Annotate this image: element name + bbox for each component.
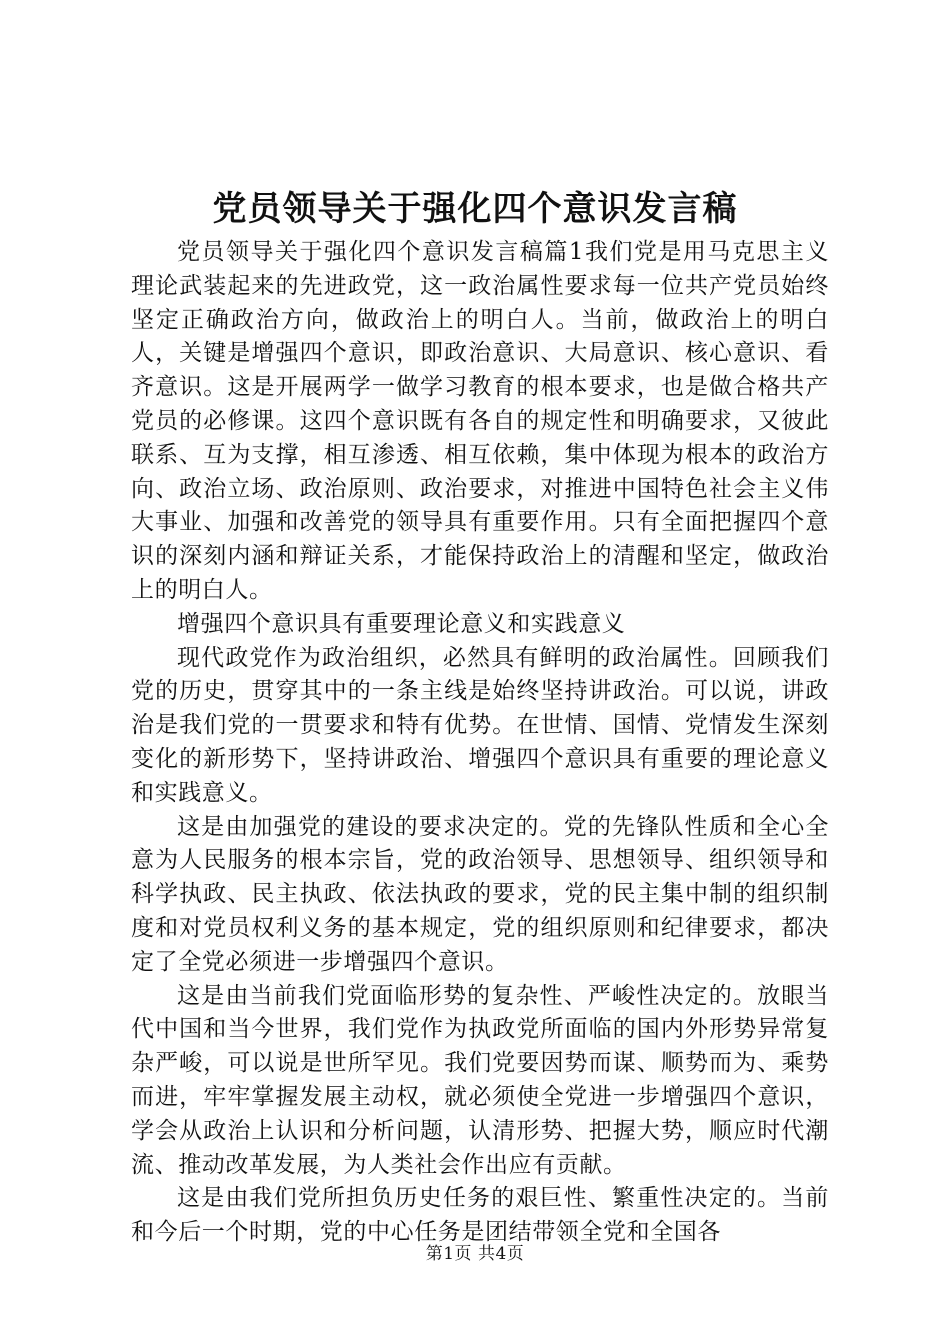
paragraph-situation: 这是由当前我们党面临形势的复杂性、严峻性决定的。放眼当代中国和当今世界，我们党作为执政党所面临的国内外形势异常复杂严峻，可以说是世所罕见。我们党要因势而谋、顺势而为、乘势而进，牢牢掌握发展主动权，就必须使全党进一步增强四个意识，学会从政治上认识和分析问题，认清形势、把握大势，顺应时代潮流、推动改革发展，为人类社会作出应有贡献。 xyxy=(131,982,829,1178)
page-number-footer: 第1页 共4页 xyxy=(425,1244,525,1264)
paragraph-historic-tasks: 这是由我们党所担负历史任务的艰巨性、繁重性决定的。当前和今后一个时期，党的中心任务是团结带领全党和全国各 xyxy=(131,1185,829,1246)
paragraph-modern-party: 现代政党作为政治组织，必然具有鲜明的政治属性。回顾我们党的历史，贯穿其中的一条主线是始终坚持讲政治。可以说，讲政治是我们党的一贯要求和特有优势。在世情、国情、党情发生深刻变化的新形势下，坚持讲政治、增强四个意识具有重要的理论意义和实践意义。 xyxy=(131,644,829,806)
paragraph-intro: 党员领导关于强化四个意识发言稿篇1我们党是用马克思主义理论武装起来的先进政党，这一政治属性要求每一位共产党员始终坚定正确政治方向，做政治上的明白人。当前，做政治上的明白人，关键是增强四个意识，即政治意识、大局意识、核心意识、看齐意识。这是开展两学一做学习教育的根本要求，也是做合格共产党员的必修课。这四个意识既有各自的规定性和明确要求，又彼此联系、互为支撑，相互渗透、相互依赖，集中体现为根本的政治方向、政治立场、政治原则、政治要求，对推进中国特色社会主义伟大事业、加强和改善党的领导具有重要作用。只有全面把握四个意识的深刻内涵和辩证关系，才能保持政治上的清醒和坚定，做政治上的明白人。 xyxy=(131,239,829,603)
document-body xyxy=(131,236,829,1250)
paragraph-party-building: 这是由加强党的建设的要求决定的。党的先锋队性质和全心全意为人民服务的根本宗旨，党的政治领导、思想领导、组织领导和科学执政、民主执政、依法执政的要求，党的民主集中制的组织制度和对党员权利义务的基本规定，党的组织原则和纪律要求，都决定了全党必须进一步增强四个意识。 xyxy=(131,813,829,975)
page-title: 党员领导关于强化四个意识发言稿 xyxy=(212,189,738,229)
section-heading: 增强四个意识具有重要理论意义和实践意义 xyxy=(177,610,626,637)
